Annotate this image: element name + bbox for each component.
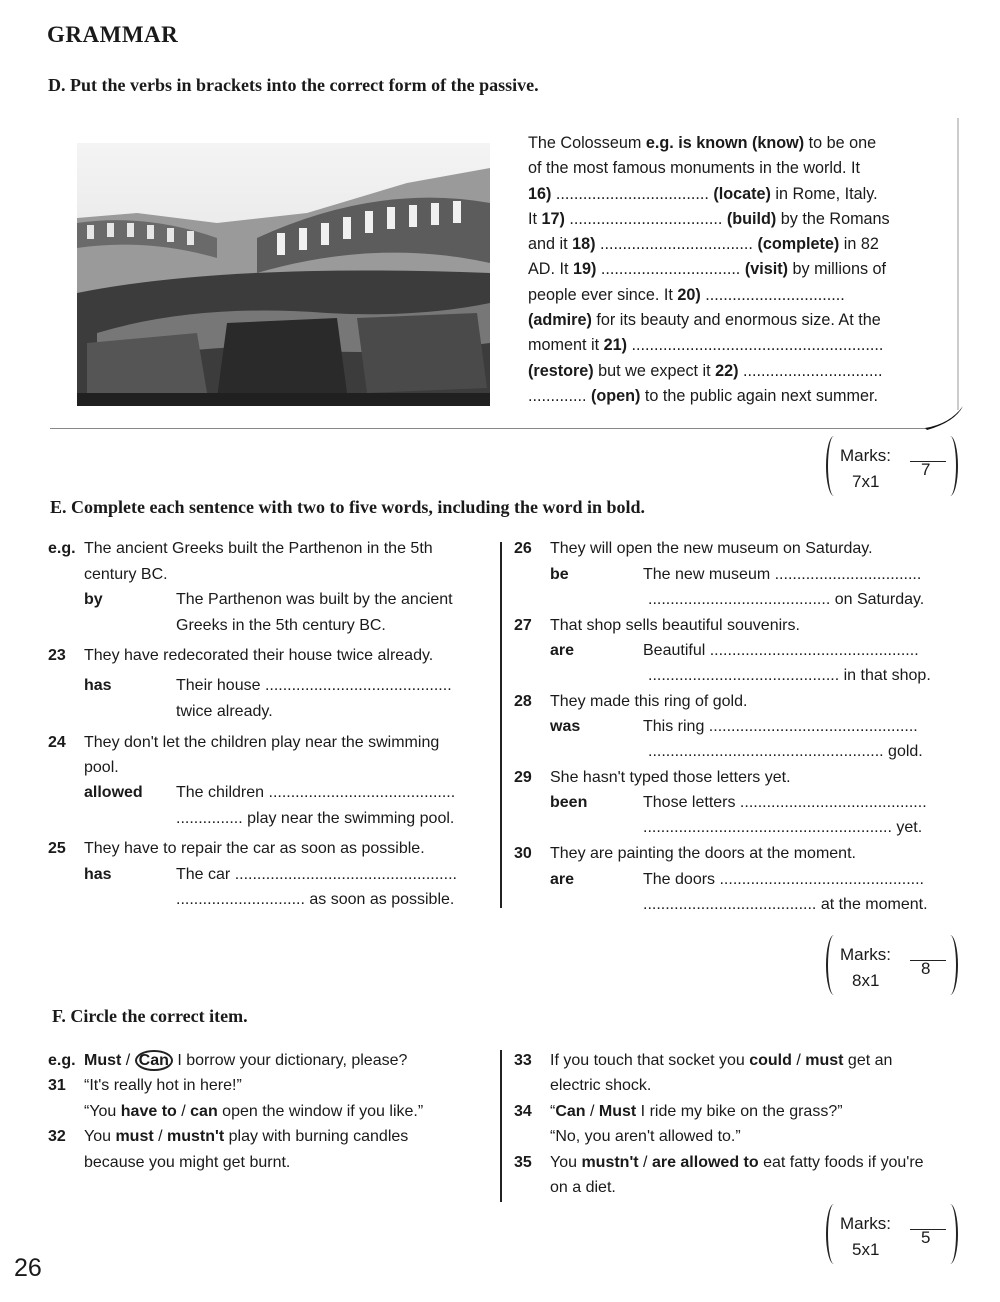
text: people ever since. It <box>528 285 678 304</box>
text: open the window if you like.” <box>217 1103 424 1120</box>
item-number: e.g. <box>48 1052 76 1069</box>
paren-right <box>942 1204 958 1264</box>
answer-line: twice already. <box>176 703 273 720</box>
text: You <box>84 1128 116 1145</box>
answer-blank[interactable]: This ring ............................................... <box>643 718 918 735</box>
answer-blank[interactable]: .................................. <box>595 235 758 254</box>
item-number: 18) <box>572 235 596 254</box>
text: AD. It <box>528 260 573 279</box>
item-number: 20) <box>677 285 701 304</box>
option-mustnt[interactable]: mustn't <box>167 1128 225 1145</box>
item-number: 17) <box>541 209 565 228</box>
answer-blank[interactable]: ......................................... on Saturday. <box>648 591 925 608</box>
keyword: allowed <box>84 784 143 801</box>
separator: / <box>638 1154 652 1171</box>
option-have-to[interactable]: have to <box>120 1103 177 1120</box>
option-must[interactable]: must <box>115 1128 154 1145</box>
passage-line-2 <box>528 156 918 181</box>
section-d-passage <box>528 131 918 409</box>
section-e-title: E. Complete each sentence with two to five words, including the word in bold. <box>50 497 645 517</box>
sentence: That shop sells beautiful souvenirs. <box>550 617 800 634</box>
answer-blank[interactable]: ........................................... in that shop. <box>648 667 931 684</box>
item-number: 24 <box>48 734 66 751</box>
paren-left <box>826 935 842 995</box>
verb-cue: (locate) <box>713 184 771 203</box>
passage-line-9 <box>528 333 918 358</box>
keyword: been <box>550 794 588 811</box>
sentence-rest: I borrow your dictionary, please? <box>172 1052 408 1069</box>
example-answer: The Parthenon was built by the ancient <box>176 591 453 608</box>
answer-blank[interactable]: ............... play near the swimming pool. <box>176 810 455 827</box>
item-number: 26 <box>514 540 532 557</box>
answer-blank[interactable]: The car .................................................. <box>176 866 457 883</box>
text: to the public again next summer. <box>640 386 878 405</box>
section-f-title: F. Circle the correct item. <box>52 1006 248 1026</box>
sentence: They have redecorated their house twice already. <box>84 647 434 664</box>
sentence: pool. <box>84 759 119 776</box>
marks-label: Marks: <box>840 446 891 465</box>
answer-blank[interactable]: ............................... <box>738 361 883 380</box>
page-curl-icon <box>925 402 965 435</box>
text: It <box>528 209 542 228</box>
page-number: 26 <box>14 1254 42 1282</box>
option-could[interactable]: could <box>749 1052 792 1069</box>
option-mustnt[interactable]: mustn't <box>581 1154 639 1171</box>
answer-blank[interactable]: Those letters .......................................... <box>643 794 927 811</box>
answer-blank[interactable]: ............................. as soon as possible. <box>176 891 455 908</box>
separator: / <box>176 1103 191 1120</box>
marks-label: Marks: <box>840 1214 891 1233</box>
text: by the Romans <box>776 209 890 228</box>
section-d-marks <box>826 436 958 500</box>
example-answer: Greeks in the 5th century BC. <box>176 617 386 634</box>
text: You <box>550 1154 582 1171</box>
item-number: 25 <box>48 840 66 857</box>
answer-blank[interactable]: ............. <box>528 386 591 405</box>
text: and it <box>528 235 573 254</box>
option-must[interactable]: must <box>805 1052 844 1069</box>
keyword: are <box>550 642 575 659</box>
example-answer: e.g. is known (know) <box>645 134 805 152</box>
passage-line-4 <box>528 207 918 232</box>
sentence: “No, you aren't allowed to.” <box>550 1128 741 1145</box>
option-can[interactable]: Can <box>555 1103 586 1120</box>
passage-line-8 <box>528 308 918 333</box>
text: I ride my bike on the grass?” <box>636 1103 843 1120</box>
sentence: on a diet. <box>550 1179 616 1196</box>
sentence: “It's really hot in here!” <box>84 1077 242 1094</box>
item-number: 22) <box>715 361 739 380</box>
item-number: 33 <box>514 1052 532 1069</box>
text: moment it <box>528 336 604 355</box>
text: in Rome, Italy. <box>770 184 878 203</box>
paren-left <box>826 1204 842 1264</box>
passage-line-1 <box>528 131 918 156</box>
keyword: was <box>550 718 581 735</box>
text: by millions of <box>788 260 887 279</box>
item-number: 31 <box>48 1077 66 1094</box>
text: get an <box>843 1052 893 1069</box>
sentence: She hasn't typed those letters yet. <box>550 769 791 786</box>
item-number: 28 <box>514 693 532 710</box>
answer-blank[interactable]: The new museum ................................. <box>643 566 922 583</box>
separator: / <box>121 1052 135 1069</box>
section-e-marks <box>826 935 958 999</box>
column-divider <box>500 542 502 908</box>
item-number: 19) <box>572 260 597 279</box>
verb-cue: (restore) <box>528 361 594 380</box>
answer-blank[interactable]: ............................... <box>596 260 745 279</box>
text: in 82 <box>839 235 879 254</box>
answer-blank[interactable]: .................................. <box>551 184 714 203</box>
passage-line-5 <box>528 232 918 257</box>
sentence: They don't let the children play near the swimming <box>84 734 440 751</box>
page-edge-line <box>50 428 930 429</box>
item-number: 35 <box>514 1154 532 1171</box>
verb-cue: (admire) <box>528 311 592 330</box>
passage-line-6 <box>528 257 918 282</box>
marks-label: Marks: <box>840 945 891 964</box>
sentence: They made this ring of gold. <box>550 693 748 710</box>
sentence: They will open the new museum on Saturday. <box>550 540 873 557</box>
choice-line <box>550 1154 924 1172</box>
item-number: 21) <box>603 336 627 355</box>
option-can[interactable]: can <box>190 1103 218 1120</box>
answer-blank[interactable]: The children .......................................... <box>176 784 456 801</box>
sentence: century BC. <box>84 566 168 583</box>
choice-line <box>84 1128 408 1146</box>
answer-blank[interactable]: ..................................................... gold. <box>648 743 923 760</box>
option-must[interactable]: Must <box>84 1052 122 1069</box>
option-can-circled[interactable]: Can <box>135 1050 173 1071</box>
text: of the most famous monuments in the world. It <box>528 159 860 178</box>
passage-line-7 <box>528 283 918 308</box>
marks-multiplier: 7x1 <box>852 472 880 491</box>
answer-blank[interactable]: Their house .......................................... <box>176 677 452 694</box>
marks-multiplier: 5x1 <box>852 1240 880 1259</box>
keyword: by <box>84 591 103 608</box>
section-d-title: D. Put the verbs in brackets into the correct form of the passive. <box>48 75 539 95</box>
answer-blank[interactable]: ........................................................ <box>626 336 884 355</box>
answer-blank[interactable]: ............................... <box>700 285 845 304</box>
text: The Colosseum <box>528 134 646 152</box>
separator: / <box>153 1128 168 1145</box>
marks-total: 7 <box>921 460 931 479</box>
text: to be one <box>804 134 877 152</box>
verb-cue: (complete) <box>757 235 840 254</box>
item-number: 29 <box>514 769 532 786</box>
answer-blank[interactable]: The doors .............................................. <box>643 871 924 888</box>
item-number: 34 <box>514 1103 532 1120</box>
choice-line <box>550 1052 892 1070</box>
sentence: electric shock. <box>550 1077 652 1094</box>
item-number: 27 <box>514 617 532 634</box>
text: If you touch that socket you <box>550 1052 750 1069</box>
choice-line <box>550 1103 843 1121</box>
text: “You <box>84 1103 121 1120</box>
choice-line <box>84 1052 407 1070</box>
text: but we expect it <box>593 361 716 380</box>
page-edge-shadow <box>957 118 959 410</box>
paren-right <box>942 935 958 995</box>
marks-total: 8 <box>921 959 931 978</box>
colosseum-photo <box>77 143 490 406</box>
page-heading: GRAMMAR <box>47 22 179 47</box>
paren-left <box>826 436 842 496</box>
separator: / <box>585 1103 599 1120</box>
keyword: be <box>550 566 569 583</box>
verb-cue: (open) <box>590 386 641 405</box>
item-number: 23 <box>48 647 66 664</box>
passage-line-10 <box>528 359 918 384</box>
sentence: They are painting the doors at the moment. <box>550 845 856 862</box>
text: eat fatty foods if you're <box>758 1154 924 1171</box>
passage-line-11 <box>528 384 918 409</box>
sentence: because you might get burnt. <box>84 1154 291 1171</box>
text: play with burning candles <box>224 1128 409 1145</box>
passage-line-3 <box>528 182 918 207</box>
keyword: are <box>550 871 575 888</box>
item-number: 16) <box>528 184 552 203</box>
text: “ <box>550 1103 556 1120</box>
verb-cue: (build) <box>726 209 777 228</box>
choice-line <box>84 1103 423 1121</box>
item-number: 30 <box>514 845 532 862</box>
text: for its beauty and enormous size. At the <box>591 311 881 330</box>
item-number: e.g. <box>48 540 76 557</box>
answer-blank[interactable]: Beautiful ............................................... <box>643 642 919 659</box>
verb-cue: (visit) <box>744 260 788 279</box>
keyword: has <box>84 677 112 694</box>
item-number: 32 <box>48 1128 66 1145</box>
answer-blank[interactable]: .................................. <box>564 209 727 228</box>
sentence: The ancient Greeks built the Parthenon in the 5th <box>84 540 433 557</box>
section-f-marks <box>826 1204 958 1268</box>
keyword: has <box>84 866 112 883</box>
marks-multiplier: 8x1 <box>852 971 880 990</box>
answer-blank[interactable]: ........................................................ yet. <box>643 819 923 836</box>
option-are-allowed-to[interactable]: are allowed to <box>651 1154 759 1171</box>
sentence: They have to repair the car as soon as possible. <box>84 840 425 857</box>
separator: / <box>791 1052 806 1069</box>
paren-right <box>942 436 958 496</box>
answer-blank[interactable]: ....................................... at the moment. <box>643 896 928 913</box>
marks-total: 5 <box>921 1228 931 1247</box>
column-divider <box>500 1050 502 1202</box>
option-must[interactable]: Must <box>598 1103 637 1120</box>
